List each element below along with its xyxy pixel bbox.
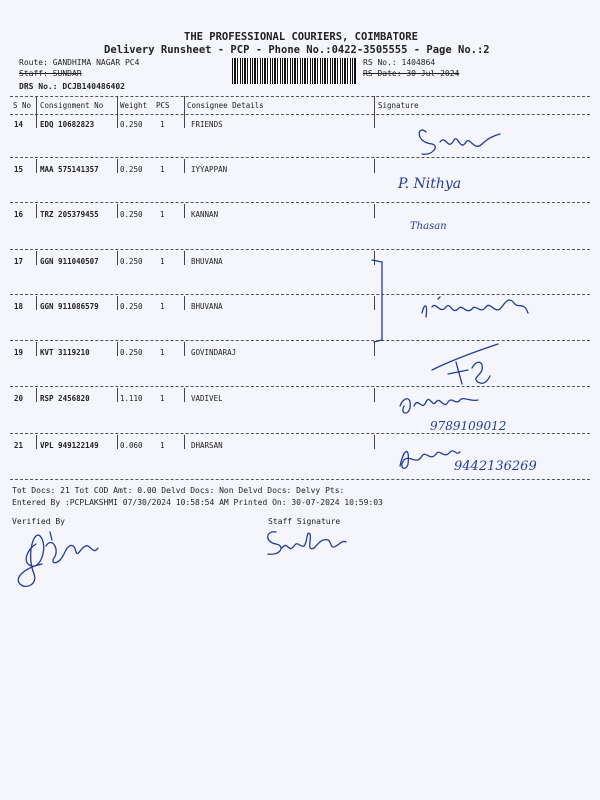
row-consignee: BHUVANA — [191, 257, 223, 266]
row-separator — [184, 435, 185, 449]
row-weight: 0.250 — [120, 165, 143, 174]
row-separator — [117, 296, 118, 310]
row-sno: 15 — [14, 165, 24, 174]
signature-row-14 — [418, 122, 508, 166]
row-pcs: 1 — [160, 257, 165, 266]
row-separator — [184, 296, 185, 310]
signature-row-20 — [398, 392, 518, 446]
signature-16-text: Thasan — [410, 221, 447, 232]
row-pcs: 1 — [160, 302, 165, 311]
row-separator — [374, 435, 375, 449]
signature-row-15 — [398, 170, 478, 200]
row-pcs: 1 — [160, 441, 165, 450]
row-consignee: GOVINDARAJ — [191, 348, 237, 357]
signature-20-phone: 9789109012 — [430, 419, 507, 433]
row-separator — [117, 114, 118, 128]
drs-number: DRS No.: DCJB140486402 — [19, 82, 125, 91]
row-consignment: GGN 911086579 — [40, 302, 99, 311]
row-sno: 17 — [14, 257, 24, 266]
row-weight: 0.060 — [120, 441, 143, 450]
totals-line: Tot Docs: 21 Tot COD Amt: 0.00 Delvd Docs: Non Delvd Docs: Delvy Pts: — [12, 486, 345, 495]
row-separator — [184, 204, 185, 218]
row-pcs: 1 — [160, 120, 165, 129]
row-separator — [184, 159, 185, 173]
row-sno: 19 — [14, 348, 24, 357]
table-header-rule — [10, 114, 590, 115]
row-separator — [36, 204, 37, 218]
row-separator — [374, 204, 375, 218]
verified-by-signature — [12, 524, 112, 596]
signature-21-phone: 9442136269 — [454, 459, 537, 474]
col-sno: S No — [13, 101, 32, 110]
row-rule — [10, 249, 590, 250]
verified-by-label: Verified By — [12, 517, 65, 526]
rs-number: RS No.: 1404864 — [363, 58, 436, 67]
row-separator — [36, 159, 37, 173]
staff-label: Staff: SUNDAR — [19, 69, 82, 78]
staff-signature — [262, 524, 352, 566]
row-weight: 0.250 — [120, 210, 143, 219]
row-separator — [184, 342, 185, 356]
row-separator — [374, 159, 375, 173]
signature-15-text: P. Nithya — [398, 176, 462, 192]
row-consignment: RSP 2456820 — [40, 394, 90, 403]
row-sno: 14 — [14, 120, 24, 129]
row-consignee: DHARSAN — [191, 441, 223, 450]
row-sno: 21 — [14, 441, 24, 450]
row-consignment: VPL 949122149 — [40, 441, 99, 450]
entered-by-line: Entered By :PCPLAKSHMI 07/30/2024 10:58:54 AM Printed On: 30-07-2024 10:59:03 — [12, 498, 383, 507]
signature-row-19 — [428, 340, 518, 392]
row-consignment: GGN 911040507 — [40, 257, 99, 266]
table-top-rule — [10, 96, 590, 97]
row-separator — [184, 114, 185, 128]
row-weight: 0.250 — [120, 302, 143, 311]
row-separator — [36, 388, 37, 402]
runsheet-subtitle: Delivery Runsheet - PCP - Phone No.:0422-3505555 - Page No.:2 — [104, 44, 490, 56]
signature-row-21 — [396, 442, 576, 486]
row-consignment: MAA 575141357 — [40, 165, 99, 174]
row-weight: 1.110 — [120, 394, 143, 403]
row-separator — [374, 114, 375, 128]
row-consignee: KANNAN — [191, 210, 219, 219]
row-separator — [117, 435, 118, 449]
row-separator — [117, 204, 118, 218]
row-separator — [184, 388, 185, 402]
row-consignee: IYYAPPAN — [191, 165, 228, 174]
col-consignee: Consignee Details — [187, 101, 264, 110]
row-separator — [36, 114, 37, 128]
row-consignee: VADIVEL — [191, 394, 223, 403]
row-separator — [117, 159, 118, 173]
row-consignment: EDQ 10682823 — [40, 120, 95, 129]
row-sno: 16 — [14, 210, 24, 219]
company-title: THE PROFESSIONAL COURIERS, COIMBATORE — [184, 31, 418, 43]
row-pcs: 1 — [160, 165, 165, 174]
row-separator — [184, 251, 185, 265]
row-sno: 18 — [14, 302, 24, 311]
row-separator — [36, 342, 37, 356]
row-weight: 0.250 — [120, 348, 143, 357]
col-pcs: PCS — [156, 101, 170, 110]
row-weight: 0.250 — [120, 257, 143, 266]
row-pcs: 1 — [160, 394, 165, 403]
row-separator — [117, 342, 118, 356]
staff-signature-label: Staff Signature — [268, 517, 341, 526]
signature-row-16 — [410, 215, 480, 241]
row-rule — [10, 202, 590, 203]
row-weight: 0.250 — [120, 120, 143, 129]
row-pcs: 1 — [160, 348, 165, 357]
col-signature: Signature — [378, 101, 419, 110]
row-separator — [374, 388, 375, 402]
barcode — [232, 58, 356, 84]
route-label: Route: GANDHIMA NAGAR PC4 — [19, 58, 140, 67]
row-separator — [36, 296, 37, 310]
row-separator — [36, 435, 37, 449]
row-separator — [117, 388, 118, 402]
bracket-rows-17-18 — [368, 256, 388, 350]
row-consignee: BHUVANA — [191, 302, 223, 311]
row-consignment: TRZ 205379455 — [40, 210, 99, 219]
signature-row-18 — [418, 293, 533, 327]
row-pcs: 1 — [160, 210, 165, 219]
col-weight: Weight — [120, 101, 148, 110]
col-consignment: Consignment No — [40, 101, 104, 110]
row-sno: 20 — [14, 394, 24, 403]
rs-date: RS Date: 30-Jul-2024 — [363, 69, 460, 78]
row-consignment: KVT 3119210 — [40, 348, 90, 357]
row-consignee: FRIENDS — [191, 120, 223, 129]
row-separator — [117, 251, 118, 265]
row-separator — [36, 251, 37, 265]
